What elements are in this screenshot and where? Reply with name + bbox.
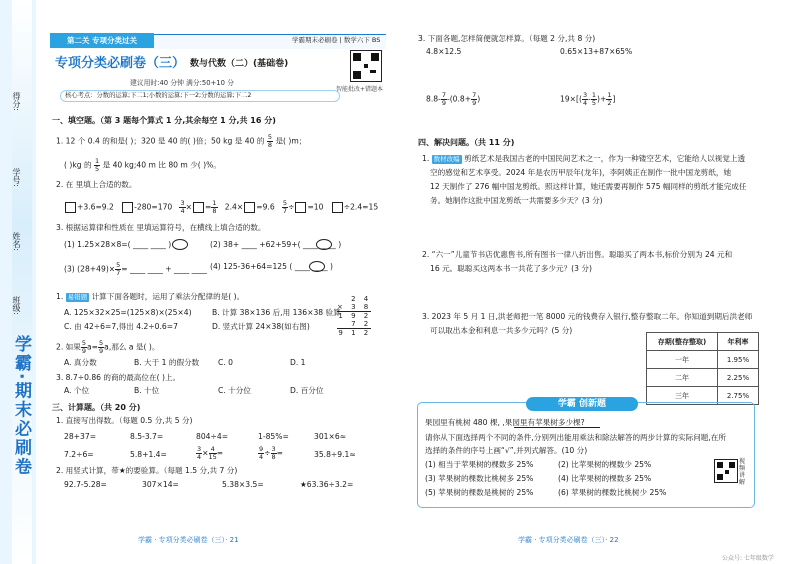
calc-item: 35.8÷9.1≈ xyxy=(314,450,356,459)
q1-text-a: 1. 12 个 0.4 的和是( )；320 是 40 的( )倍；50 kg 是 40 的 xyxy=(56,136,265,146)
option-2[interactable]: (2) 比苹果树的棵数少 25% xyxy=(558,460,652,469)
answer-box[interactable] xyxy=(332,202,343,213)
calc-item: 7.2÷6= xyxy=(64,450,94,459)
calc-item: $\frac{3}{4}$ × $\frac{4}{15}$ = xyxy=(197,445,224,461)
blank-line[interactable] xyxy=(514,427,600,428)
r3-item: 19×[( $\frac{3}{4}$ - $\frac{1}{5}$ )+ $\frac{1}{2}$ ] xyxy=(560,91,616,107)
q3c: (3) (28+49)× $\frac{5}{7}$ = ____ ____ + ____ ____ xyxy=(64,261,207,277)
p1-line: 1. 数材改编 剪纸艺术是我国古老的中国民间艺术之一，作为一种镂空艺术，它能给人以视觉上透 xyxy=(422,154,746,163)
q3e: (4) 125-36+64=125 ( ____ ____ ) xyxy=(210,262,333,271)
q3-text: 3. 根据运算律和性质在 里填运算符号，在横线上填合适的数。 xyxy=(56,223,266,232)
calc-item: 8.5-3.7= xyxy=(130,432,164,441)
calc-item: 5.38×3.5= xyxy=(222,480,264,489)
option-4[interactable]: (4) 比苹果树的棵数多 25% xyxy=(558,474,652,483)
q1-text-d: ( )kg 的 xyxy=(64,160,92,170)
q4-option-d[interactable]: D. 竖式计算 24×38(如右图) xyxy=(212,322,310,331)
fraction: $\frac{5}{8}$ xyxy=(267,133,273,149)
section-calc: 三、计算题。（共 20 分) xyxy=(52,403,141,412)
q6-text: 3. 8.7÷0.86 的商的最高位在( )上。 xyxy=(56,373,181,382)
calc-item: 28+37= xyxy=(64,432,97,441)
calc-item: 307×14= xyxy=(142,480,179,489)
qr-label: 智能批改+错题本 xyxy=(336,86,384,93)
calc2-text: 2. 用竖式计算，带★的要验算。（每题 1.5 分,共 7 分) xyxy=(56,466,238,475)
q6-option-c[interactable]: C. 十分位 xyxy=(218,386,251,395)
p3-line: 3. 2023 年 5 月 1 日,洪老师把一笔 8000 元的钱费存入银行,整存整取二年。你知道到期后洪老师 xyxy=(422,312,753,321)
section-fill: 一、填空题。（第 3 题每个算式 1 分,其余每空 1 分,共 16 分) xyxy=(52,116,276,125)
qr-video-label: 视频讲解 xyxy=(739,458,746,486)
p1-line: 12 天制作了 276 幅中国龙剪纸。照这样计算，她还需要再制作 575 幅同样的剪纸才能完成任 xyxy=(430,182,747,191)
q2-text: 2. 在 里填上合适的数。 xyxy=(56,180,137,189)
r3-item: 8.8- $\frac{7}{9}$ -(0.8+ $\frac{7}{9}$ ) xyxy=(426,91,481,107)
challenge-line: 果园里有桃树 480 棵, ,果园里有苹果树多少棵? xyxy=(425,418,585,427)
challenge-line: 请你从下面选择两个不同的条件,分别列出能用乘法和除法解答的两步计算的实际问题,在所 xyxy=(425,433,726,442)
page-footer-left: 学霸 · 专项分类必刷卷（三）· 21 xyxy=(138,536,239,544)
challenge-banner: 学霸 创新题 xyxy=(526,397,638,411)
q5-option-a[interactable]: A. 真分数 xyxy=(64,358,97,367)
calc-item: $\frac{9}{4}$ ÷ $\frac{3}{8}$ = xyxy=(259,445,284,461)
p1-line: 空的感觉和艺术享受。2024 年是农历甲辰年(龙年)，李阿姨正在制作一批中国龙剪纸，她 xyxy=(430,168,732,177)
class-label: 班级: xyxy=(12,296,21,315)
core-points: 核心考点：分数的运算;下二1;小数的运算;下一2;分数的运算;下二2 xyxy=(60,90,340,102)
q6-option-d[interactable]: D. 百分位 xyxy=(290,386,324,395)
score-label: 得分: xyxy=(12,92,21,111)
vertical-calculation: 2 4 × 3 8 1 9 2 7 2 9 1 2 xyxy=(337,295,372,337)
table-row: 二年 2.25% xyxy=(647,369,759,387)
q4-option-a[interactable]: A. 125×32×25=(125×8)×(25×4) xyxy=(64,308,192,317)
q5-option-c[interactable]: C. 0 xyxy=(218,358,233,367)
calc-item: 1-85%= xyxy=(258,432,289,441)
calc-item: 804÷4= xyxy=(196,432,229,441)
watermark: 公众号: 七年级数学 xyxy=(722,555,774,562)
option-5[interactable]: (5) 苹果树的棵数是桃树的 25% xyxy=(425,488,534,497)
interest-rate-table xyxy=(646,332,759,405)
p1-line: 务。她制作这批中国龙剪纸一共需要多少天？(3 分) xyxy=(430,196,603,205)
answer-box[interactable] xyxy=(244,202,255,213)
error-prone-tag: 易错题 xyxy=(67,293,88,301)
challenge-line: 选择的条件的序号上画“√”,并列式解答。(10 分) xyxy=(425,446,588,455)
calc1-text: 1. 直接写出得数。（每题 0.5 分,共 5 分) xyxy=(56,416,193,425)
answer-box[interactable] xyxy=(65,202,76,213)
option-3[interactable]: (3) 苹果树的棵数比桃树多 25% xyxy=(425,474,534,483)
qr-code-icon[interactable] xyxy=(714,459,738,483)
page-footer-right: 学霸 · 专项分类必刷卷（三）· 22 xyxy=(518,536,619,544)
section-solve: 四、解决问题。（共 11 分) xyxy=(418,138,515,147)
r3-item: 0.65×13+87×65% xyxy=(560,47,633,56)
p2-line: 16 元。聪聪买这两本书一共花了多少元？(3 分) xyxy=(430,264,592,273)
page-title: 专项分类必刷卷（三） xyxy=(55,56,186,71)
calc-item: ★63.36÷3.2= xyxy=(300,480,354,489)
q4-line: 1. 易错题 计算下面各题时，运用了乘法分配律的是( )。 xyxy=(56,292,245,301)
q2-row: +3.6=9.2 -280=170 $\frac{3}{4}$ × = $\frac{1}{8}$ 2.4× =9.6 $\frac{5}{7}$ ÷ =10 ÷2.4=15 xyxy=(64,200,378,215)
fraction: $\frac{1}{5}$ xyxy=(95,157,100,173)
q4-option-c[interactable]: C. 由 42÷6=7,得出 4.2÷0.6=7 xyxy=(64,322,178,331)
q6-option-b[interactable]: B. 十位 xyxy=(134,386,160,395)
table-row: 三年 2.75% xyxy=(647,387,759,405)
option-1[interactable]: (1) 相当于苹果树的棵数多 25% xyxy=(425,460,534,469)
series-tag: 学霸期末必刷卷 | 数学六下 BS xyxy=(292,36,381,44)
qr-code-icon[interactable] xyxy=(350,50,382,82)
r3-text: 3. 下面各题,怎样简便就怎样算。（每题 2 分,共 8 分) xyxy=(418,34,596,43)
q3b: (2) 38+ ____ +62+59+( ____ ____ ) xyxy=(210,240,342,249)
name-label: 姓名: xyxy=(12,232,21,251)
table-header: 存期(整存整取) 年利率 xyxy=(647,333,759,351)
calc-item: 301×6≈ xyxy=(314,432,347,441)
chapter-badge: 第二关 专项分类过关 xyxy=(50,33,154,48)
option-6[interactable]: (6) 苹果树的棵数比桃树少 25% xyxy=(558,488,667,497)
q3a: (1) 1.25×28×8=( ____ ____ ) xyxy=(64,240,171,250)
q5-line: 2. 如果 $\frac{5}{9}$ a= $\frac{5}{9}$ a,那么 a 是( )。 xyxy=(56,339,160,355)
calc-item: 92.7-5.28= xyxy=(64,480,107,489)
answer-box[interactable] xyxy=(122,202,133,213)
number-label: 学号: xyxy=(12,168,21,187)
p2-line: 2. “六一”儿童节书店优惠售书,所有图书一律八折出售。聪聪买了两本书,标价分别为 24 元和 xyxy=(422,250,733,259)
p3-line: 可以取出本金和利息一共多少元吗？(5 分) xyxy=(430,326,573,335)
answer-box[interactable] xyxy=(295,202,306,213)
calc-item: 5.8+1.4= xyxy=(130,450,167,459)
exam-info: 建议用时:40 分钟 满分:50+10 分 xyxy=(130,79,234,87)
page-subtitle: 数与代数（二）(基础卷) xyxy=(190,59,289,69)
q6-option-a[interactable]: A. 个位 xyxy=(64,386,90,395)
q1-text-e: 是 40 kg;40 m 比 80 m 少( )%。 xyxy=(102,160,221,170)
q4-option-b[interactable]: B. 计算 38×136 后,用 136×38 验算 xyxy=(212,308,341,317)
q1-text-b: 是( )m； xyxy=(275,136,307,146)
answer-box[interactable] xyxy=(193,202,204,213)
textbook-tag: 数材改编 xyxy=(433,155,460,163)
r3-item: 4.8×12.5 xyxy=(426,47,462,56)
table-row: 一年 1.95% xyxy=(647,351,759,369)
q5-option-b[interactable]: B. 大于 1 的假分数 xyxy=(134,358,200,367)
brand-logo: 学霸·期末必刷卷 xyxy=(11,335,31,477)
q5-option-d[interactable]: D. 1 xyxy=(290,358,306,367)
